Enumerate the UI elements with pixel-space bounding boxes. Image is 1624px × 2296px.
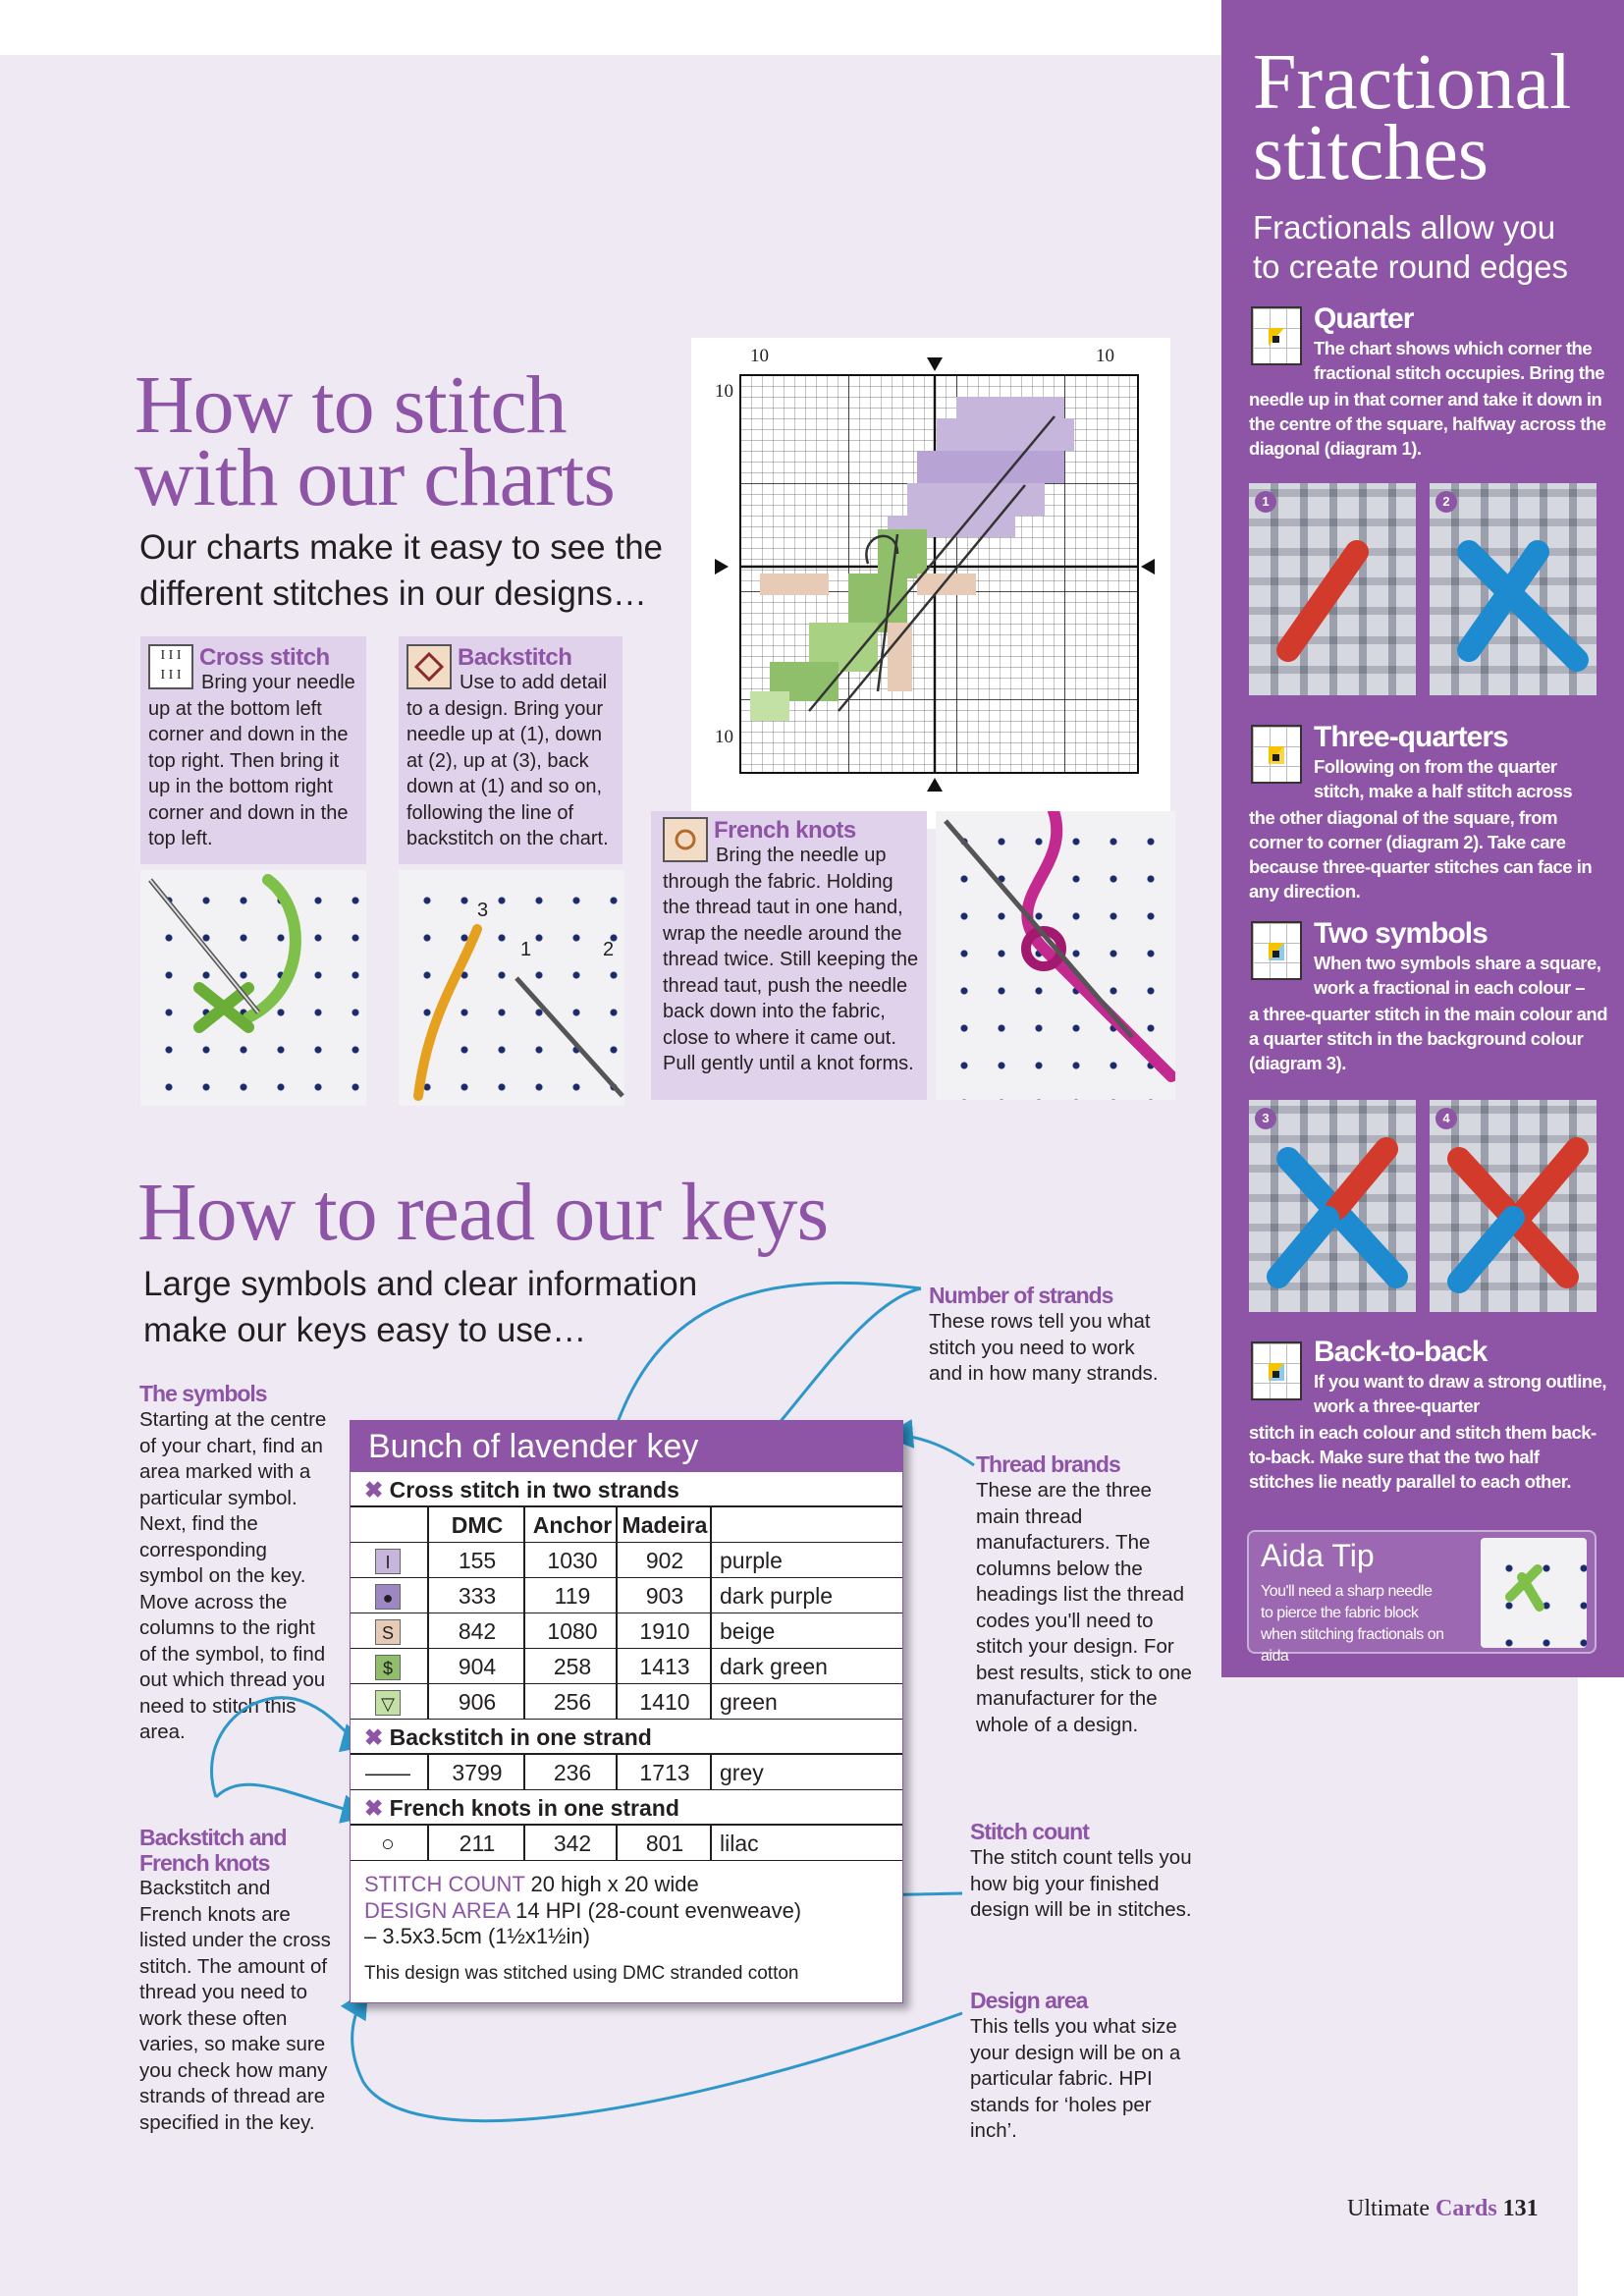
chart-label-top-left: 10 <box>750 346 769 366</box>
three-quarters-heading: Three-quarters <box>1314 721 1508 753</box>
diagram-2-photo <box>1430 483 1597 695</box>
design-area-label: DESIGN AREA <box>364 1898 510 1923</box>
sidebar-subtitle-2: to create round edges <box>1253 248 1569 285</box>
key-dmc: 155 <box>458 1548 497 1573</box>
key-row-cross <box>351 1684 902 1720</box>
three-quarters-text-2: the other diagonal of the square, from corner to corner (diagram 2). Take care because three-quarter stitches can face in any direction. <box>1249 807 1593 902</box>
stitch-count-label: STITCH COUNT <box>364 1872 525 1896</box>
key-symbol-box: ▽ <box>375 1690 401 1716</box>
sidebar-title <box>1253 39 1572 196</box>
key-dmc: 333 <box>458 1583 497 1609</box>
keys-subtitle-line-1: Large symbols and clear information <box>143 1265 698 1303</box>
quarter-heading: Quarter <box>1314 302 1414 335</box>
key-anchor: 256 <box>553 1689 592 1715</box>
key-color-name: purple <box>720 1548 783 1573</box>
annotation-area-text: This tells you what size your design will be on a particular fabric. HPI stands for ‘holes per inch’. <box>970 2015 1181 2142</box>
key-row-cross <box>351 1578 902 1613</box>
annotation-bf-heading-1: Backstitch and <box>139 1825 287 1850</box>
key-symbol-box: $ <box>375 1655 401 1680</box>
back-to-back-icon <box>1251 1341 1302 1400</box>
key-madeira: 902 <box>645 1548 684 1573</box>
backstitch-label-3: 3 <box>477 900 489 921</box>
key-french-heading: ✖ French knots in one strand <box>351 1790 902 1826</box>
sidebar-subtitle-1: Fractionals allow you <box>1253 209 1556 246</box>
sidebar-title-2: stitches <box>1253 110 1489 196</box>
key-color-name: lilac <box>720 1831 759 1856</box>
key-anchor: 342 <box>553 1831 592 1856</box>
key-back-heading-text: Backstitch in one strand <box>389 1724 652 1750</box>
annotation-area-heading: Design area <box>970 1988 1088 2013</box>
key-symbol <box>364 1649 411 1684</box>
two-symbols-text-1: When two symbols share a square, work a fractional in each colour – <box>1314 953 1601 998</box>
back-to-back-text-1: If you want to draw a strong outline, work a three-quarter <box>1314 1371 1607 1416</box>
annotation-brands-heading: Thread brands <box>976 1451 1120 1477</box>
key-cross-heading: ✖ Cross stitch in two strands <box>351 1472 902 1507</box>
sidebar-subtitle <box>1253 208 1568 287</box>
key-symbol-box: S <box>375 1619 401 1645</box>
backstitch-label-1: 1 <box>520 939 532 960</box>
annotation-strands-heading: Number of strands <box>929 1283 1113 1308</box>
key-color-name: dark purple <box>720 1583 834 1609</box>
key-symbol: —— <box>365 1760 410 1785</box>
backstitch-label-2: 2 <box>603 939 615 960</box>
diagram-number-2: 2 <box>1435 491 1457 513</box>
quarter-icon <box>1251 306 1302 365</box>
two-symbols-section <box>1314 917 1608 1000</box>
key-madeira: 1413 <box>639 1654 690 1679</box>
diagram-number-4: 4 <box>1435 1108 1457 1129</box>
key-symbol: ○ <box>381 1831 395 1856</box>
key-row-backstitch <box>351 1755 902 1790</box>
backstitch-text: Use to add detail to a design. Bring your needle up at (1), down at (2), up at (3), back down at (1) and so on, following the line of backstitch on the chart. <box>406 672 609 849</box>
key-anchor: 119 <box>554 1583 591 1609</box>
two-symbols-heading: Two symbols <box>1314 917 1488 950</box>
back-to-back-section <box>1314 1336 1608 1418</box>
three-quarters-section <box>1314 721 1608 803</box>
key-symbol <box>364 1613 411 1649</box>
chart-label-left-top: 10 <box>715 381 733 402</box>
annotation-symbols-text: Starting at the centre of your chart, find an area marked with a particular symbol. Next, find the corresponding symbol on the key. Move across the columns to the right of the symbol, to find out which thread you need to stitch this area. <box>139 1408 327 1743</box>
key-row-french <box>351 1826 902 1861</box>
page-number: 131 <box>1502 2196 1539 2221</box>
key-design-area <box>351 1898 902 1949</box>
cross-stitch-heading: Cross stitch <box>199 644 330 671</box>
aida-tip-box <box>1247 1530 1597 1665</box>
title-line-2: with our charts <box>135 432 615 523</box>
footer-brand-bold: Cards <box>1435 2196 1497 2221</box>
subtitle-line-2: different stitches in our designs… <box>139 574 647 613</box>
key-symbol-box: I <box>375 1549 401 1574</box>
two-symbols-text-2: a three-quarter stitch in the main colour and a quarter stitch in the background colour (diagram 3). <box>1249 1004 1608 1073</box>
key-symbol <box>364 1543 411 1578</box>
aida-tip-photo <box>1481 1538 1587 1648</box>
key-anchor: 258 <box>553 1654 592 1679</box>
key-title: Bunch of lavender key <box>351 1421 902 1472</box>
footer-brand-plain: Ultimate <box>1347 2196 1430 2221</box>
key-madeira: 801 <box>645 1831 684 1856</box>
sidebar-title-1: Fractional <box>1253 39 1572 126</box>
key-table <box>350 1420 903 2003</box>
key-madeira: 1910 <box>639 1618 690 1644</box>
key-color-name: grey <box>720 1760 764 1785</box>
annotation-strands-text: These rows tell you what stitch you need to work and in how many strands. <box>929 1310 1159 1385</box>
cross-stitch-text: Bring your needle up at the bottom left corner and down in the top right. Then bring it up in the bottom right corner and down in the top left. <box>148 672 355 849</box>
key-row-cross <box>351 1649 902 1684</box>
key-color-name: beige <box>720 1618 776 1644</box>
key-symbol <box>364 1684 411 1720</box>
key-stitch-count <box>351 1861 902 1898</box>
aida-tip-text: You'll need a sharp needle to pierce the fabric block when stitching fractionals on aida <box>1261 1583 1444 1665</box>
key-column-headers <box>351 1507 902 1543</box>
three-quarters-text-1: Following on from the quarter stitch, make a half stitch across <box>1314 756 1573 801</box>
key-anchor: 1030 <box>547 1548 598 1573</box>
annotation-brands-text: These are the three main thread manufacturers. The columns below the headings list the thread codes you'll need to stitch your design. For best results, stick to one manufacturer for the whole of a design. <box>976 1479 1192 1736</box>
section-title-keys: How to read our keys <box>137 1167 829 1258</box>
key-french-heading-text: French knots in one strand <box>389 1795 679 1821</box>
back-to-back-heading: Back-to-back <box>1314 1336 1488 1368</box>
quarter-text-1: The chart shows which corner the fractional stitch occupies. Bring the <box>1314 338 1605 383</box>
diagram-4-photo <box>1430 1100 1597 1312</box>
annotation-count-heading: Stitch count <box>970 1819 1089 1844</box>
diagram-3-photo <box>1249 1100 1416 1312</box>
key-madeira: 1713 <box>639 1760 690 1785</box>
design-area-value: 14 HPI (28-count evenweave) <box>515 1898 802 1923</box>
design-area-value-2: – 3.5x3.5cm (1½x1½in) <box>364 1924 590 1948</box>
backstitch-heading: Backstitch <box>458 644 572 671</box>
key-row-cross <box>351 1543 902 1578</box>
french-knots-text: Bring the needle up through the fabric. Holding the thread taut in one hand, wrap the needle around the thread twice. Still keeping the thread taut, push the needle back down into the fabric, close to where it came out. Pull gently until a knot forms. <box>663 845 919 1074</box>
key-back-heading: ✖ Backstitch in one strand <box>351 1720 902 1755</box>
keys-subtitle-line-2: make our keys easy to use… <box>143 1311 587 1349</box>
diagram-number-3: 3 <box>1255 1108 1276 1129</box>
french-knots-heading: French knots <box>714 817 856 844</box>
chart-label-left-bottom: 10 <box>715 727 733 747</box>
key-madeira: 1410 <box>639 1689 690 1715</box>
page-footer <box>1347 2196 1539 2222</box>
sidebar-fractional <box>1221 0 1624 1677</box>
annotation-bf-heading-2: French knots <box>139 1850 270 1876</box>
diagram-1-photo <box>1249 483 1416 695</box>
annotation-symbols-heading: The symbols <box>139 1381 267 1406</box>
subtitle-line-1: Our charts make it easy to see the <box>139 528 664 567</box>
cross-stitch-icon: I I I I I I <box>148 644 193 689</box>
two-symbols-icon <box>1251 921 1302 980</box>
key-dmc: 904 <box>458 1654 497 1679</box>
aida-tip-heading: Aida Tip <box>1261 1538 1375 1573</box>
key-anchor: 236 <box>553 1760 592 1785</box>
key-col-anchor: Anchor <box>532 1512 613 1538</box>
key-col-dmc: DMC <box>451 1512 504 1538</box>
key-symbol <box>364 1578 411 1613</box>
chart-label-top-right: 10 <box>1096 346 1114 366</box>
annotation-bf-text: Backstitch and French knots are listed under the cross stitch. The amount of thread you need to work these often varies, so make sure you check how many strands of thread are specified in the key. <box>139 1877 331 2134</box>
title-line-1: How to stitch <box>135 359 567 451</box>
quarter-section <box>1314 302 1608 385</box>
key-anchor: 1080 <box>547 1618 598 1644</box>
back-to-back-text-2: stitch in each colour and stitch them back-to-back. Make sure that the two half stitches lie neatly parallel to each other. <box>1249 1422 1597 1492</box>
three-quarters-icon <box>1251 725 1302 784</box>
key-color-name: dark green <box>720 1654 828 1679</box>
key-madeira: 903 <box>645 1583 684 1609</box>
key-col-madeira: Madeira <box>622 1512 708 1538</box>
key-row-cross <box>351 1613 902 1649</box>
quarter-text-2: needle up in that corner and take it down in the centre of the square, halfway across the diagonal (diagram 1). <box>1249 389 1606 459</box>
key-dmc: 842 <box>458 1618 497 1644</box>
stitch-count-value: 20 high x 20 wide <box>530 1872 699 1896</box>
key-dmc: 3799 <box>452 1760 503 1785</box>
annotation-count-text: The stitch count tells you how big your finished design will be in stitches. <box>970 1846 1192 1921</box>
key-symbol-box: ● <box>375 1584 401 1610</box>
key-footnote: This design was stitched using DMC stranded cotton <box>364 1963 799 1984</box>
key-color-name: green <box>720 1689 778 1715</box>
key-dmc: 906 <box>458 1689 497 1715</box>
key-cross-heading-text: Cross stitch in two strands <box>389 1477 679 1503</box>
diagram-number-1: 1 <box>1255 491 1276 513</box>
key-dmc: 211 <box>459 1831 496 1856</box>
